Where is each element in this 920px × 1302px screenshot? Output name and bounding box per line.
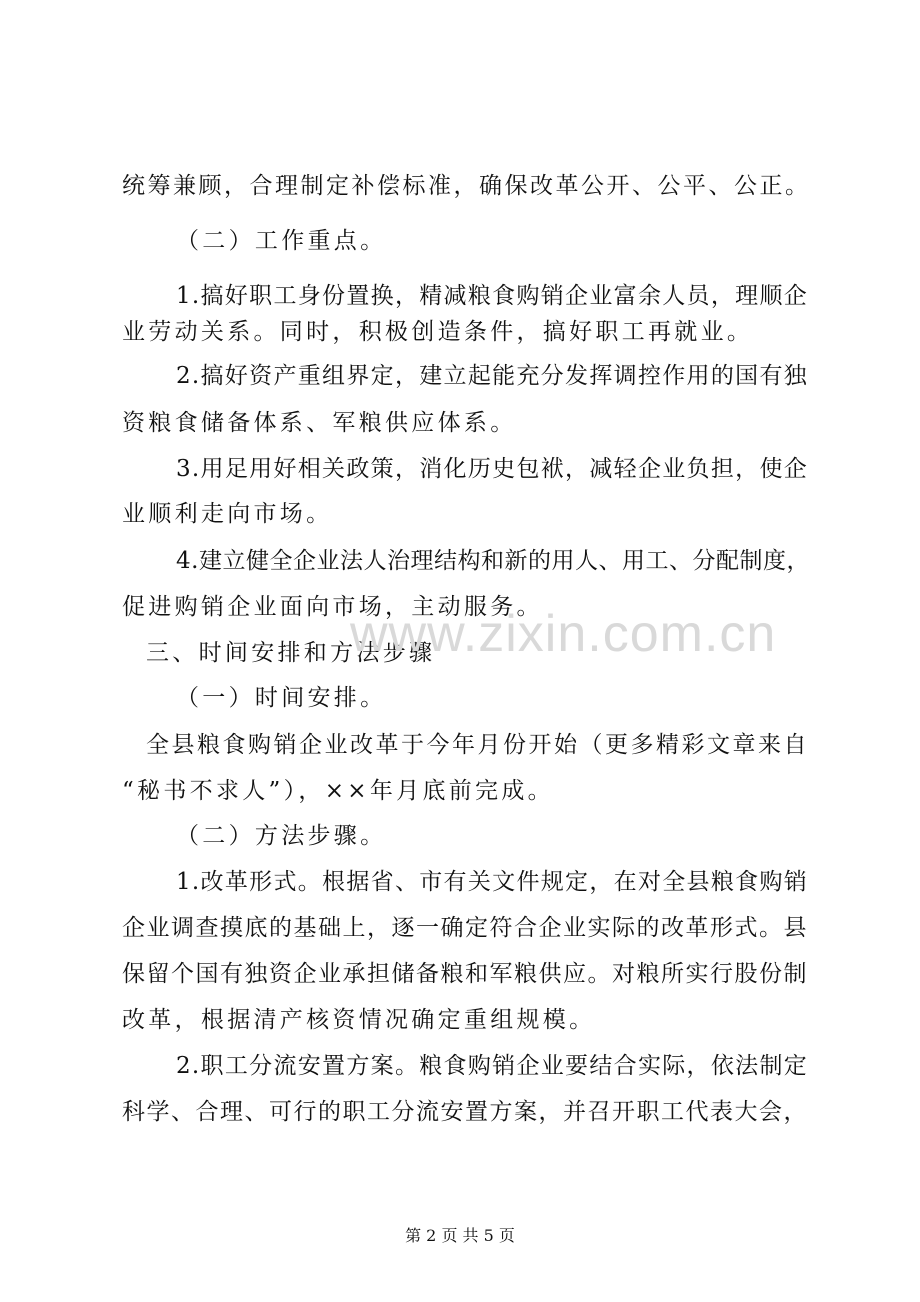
paragraph-line: 促进购销企业面向市场，主动服务。 [122,594,543,620]
paragraph-line: 1.改革形式。根据省、市有关文件规定，在对全县粮食购销 [176,869,809,895]
watermark: www.zixin.com.cn [350,605,777,663]
paragraph-line: 2.搞好资产重组界定，建立起能充分发挥调控作用的国有独 [176,363,809,389]
section-heading: 三、时间安排和方法步骤 [146,640,436,666]
section-heading: （二）方法步骤。 [176,823,387,849]
paragraph-line: 全县粮食购销企业改革于今年月份开始（更多精彩文章来自 [146,732,809,758]
section-heading: （一）时间安排。 [176,685,387,711]
paragraph-line: 资粮食储备体系、军粮供应体系。 [122,410,517,436]
page-footer: 第 2 页 共 5 页 [405,1226,515,1245]
section-heading: （二）工作重点。 [176,228,387,254]
paragraph-line: 改革，根据清产核资情况确定重组规模。 [122,1007,596,1033]
paragraph-line: 1.搞好职工身份置换，精减粮食购销企业富余人员，理顺企 [176,283,809,309]
paragraph-line: 保留个国有独资企业承担储备粮和军粮供应。对粮所实行股份制 [122,961,808,987]
paragraph-line: 科学、合理、可行的职工分流安置方案，并召开职工代表大会， [122,1099,808,1125]
paragraph-line: 2.职工分流安置方案。粮食购销企业要结合实际，依法制定 [176,1053,809,1079]
paragraph-line: 统筹兼顾，合理制定补偿标准，确保改革公开、公平、公正。 [122,173,811,199]
paragraph-line: 业劳动关系。同时，积极创造条件，搞好职工再就业。 [122,319,754,345]
paragraph-line: “秘书不求人”），××年月底前完成。 [122,778,554,804]
paragraph-line: 企业调查摸底的基础上，逐一确定符合企业实际的改革形式。县 [122,915,808,941]
paragraph-line: 4.建立健全企业法人治理结构和新的用人、用工、分配制度， [176,548,810,574]
paragraph-line: 3.用足用好相关政策，消化历史包袱，减轻企业负担，使企 [176,456,809,482]
paragraph-line: 业顺利走向市场。 [122,501,333,527]
